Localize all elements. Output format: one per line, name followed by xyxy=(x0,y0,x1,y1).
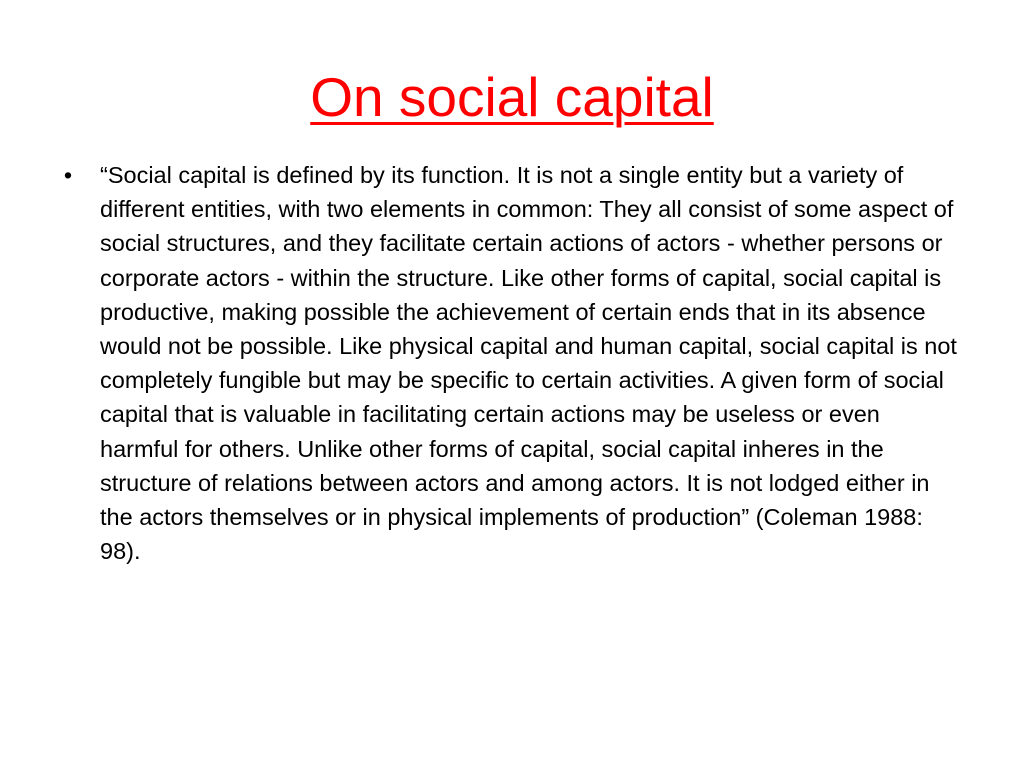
bullet-text: “Social capital is defined by its function. It is not a single entity but a variety of different entities, with two elements in common: They all consist of some aspect of social structures, and they facilitate certain actions of actors - whether persons or corporate actors - within the structure. Like other forms of capital, social capital is productive, making possible the achievement of certain ends that in its absence would not be possible. Like physical capital and human capital, social capital is not completely fungible but may be specific to certain activities. A given form of social capital that is valuable in facilitating certain actions may be useless or even harmful for others. Unlike other forms of capital, social capital inheres in the structure of relations between actors and among actors. It is not lodged either in the actors themselves or in physical implements of production” (Coleman 1988: 98). xyxy=(100,162,957,565)
bullet-icon: • xyxy=(63,162,73,188)
bullet-item xyxy=(58,158,958,568)
bullet-list xyxy=(58,158,958,568)
slide-title: On social capital xyxy=(310,66,714,128)
